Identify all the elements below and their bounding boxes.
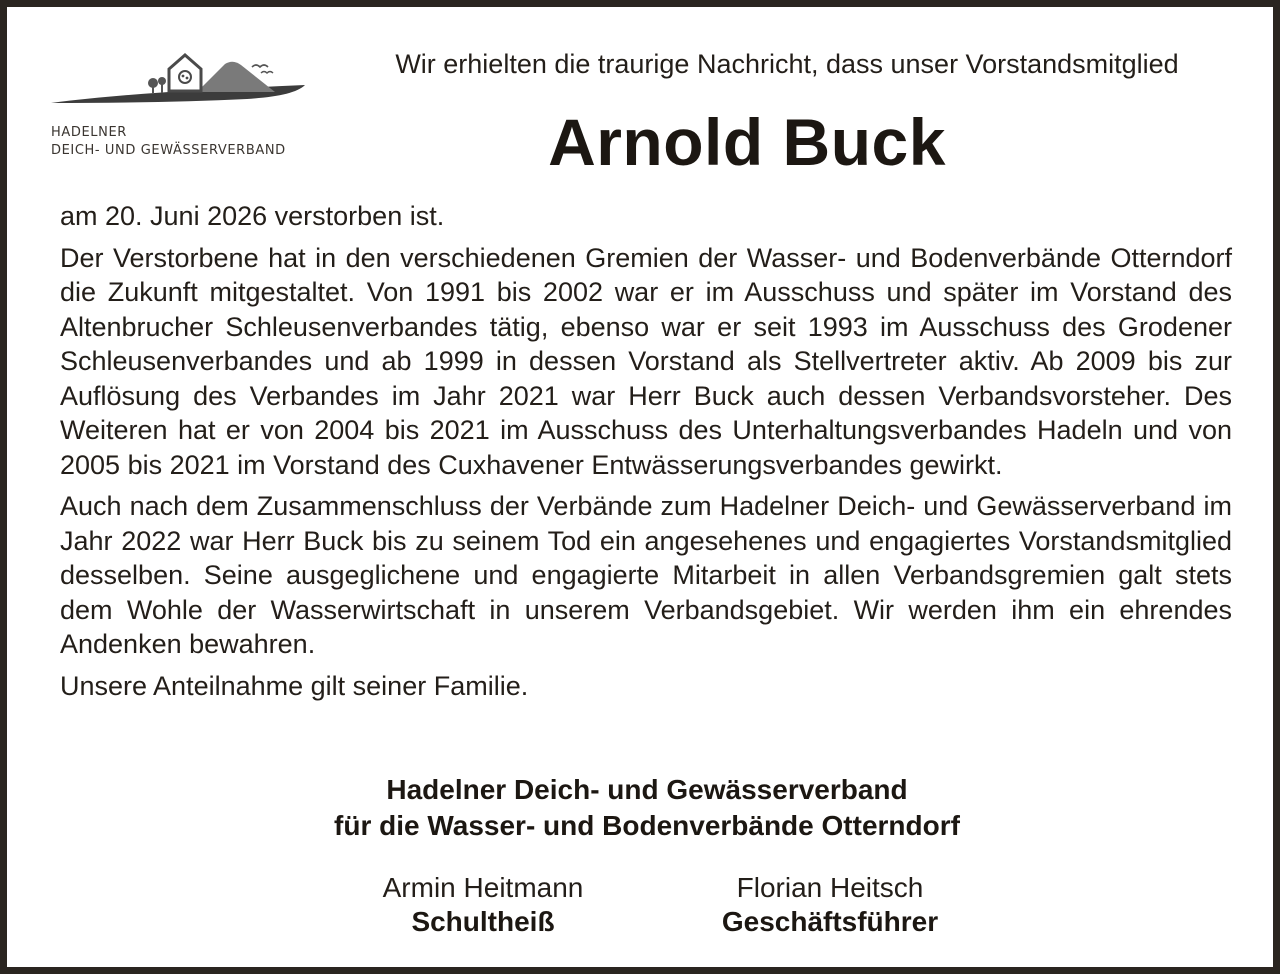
paragraph-career: Der Verstorbene hat in den verschiedenen Gremien der Wasser- und Bodenverbände Otterndorf die Zukunft mitgestaltet. Von 1991 bis 2002 war er im Ausschuss und später im Vorstand des Altenbrucher Schleusenverbandes tätig, ebenso war er seit 1993 im Ausschuss des Grodener Schleusenverbandes und ab 1999 in dessen Vorstand als Stellvertreter aktiv. Ab 2009 bis zur Auflösung des Verbandes im Jahr 2021 war Herr Buck auch dessen Verbandsvorsteher. Des Weiteren hat er von 2004 bis 2021 im Ausschuss des Unterhaltungsverbandes Hadeln und von 2005 bis 2021 im Vorstand des Cuxhavener Entwässerungsverbandes gewirkt. [60,242,1232,480]
org-line1: Hadelner Deich- und Gewässerverband [386,774,908,805]
signatory-1 [323,871,643,939]
paragraph-condolence: Unsere Anteilnahme gilt seiner Familie. [60,670,529,701]
dike-house-logo-icon [47,47,317,117]
signatory-role: Schultheiß [411,906,555,937]
intro-sentence: Wir erhielten die traurige Nachricht, dass unser Vorstandsmitglied [395,49,1179,79]
logo-text-line1: HADELNER [51,125,127,140]
logo-text-line2: DEICH- UND GEWÄSSERVERBAND [51,143,286,158]
deceased-name: Arnold Buck [548,105,946,179]
signatory-role: Geschäftsführer [721,906,939,937]
signatory-name: Armin Heitmann [382,872,584,903]
signatory-name: Florian Heitsch [736,872,924,903]
organization-signature [47,772,1247,844]
paragraph-merger: Auch nach dem Zusammenschluss der Verbände zum Hadelner Deich- und Gewässerverband im Jahr 2022 war Herr Buck bis zu seinem Tod ein angesehenes und engagiertes Vorstandsmitglied desselben. Seine ausgeglichene und engagierte Mitarbeit in allen Verbandsgremien galt stets dem Wohle der Wasserwirtschaft in unserem Verbandsgebiet. Wir werden ihm ein ehrendes Andenken bewahren. [60,491,1232,659]
signatory-2 [670,871,990,939]
obituary-body [60,199,1232,710]
organization-logo [47,47,317,167]
org-line2: für die Wasser- und Bodenverbände Otterndorf [334,810,960,841]
paragraph-date: am 20. Juni 2026 verstorben ist. [60,201,445,231]
